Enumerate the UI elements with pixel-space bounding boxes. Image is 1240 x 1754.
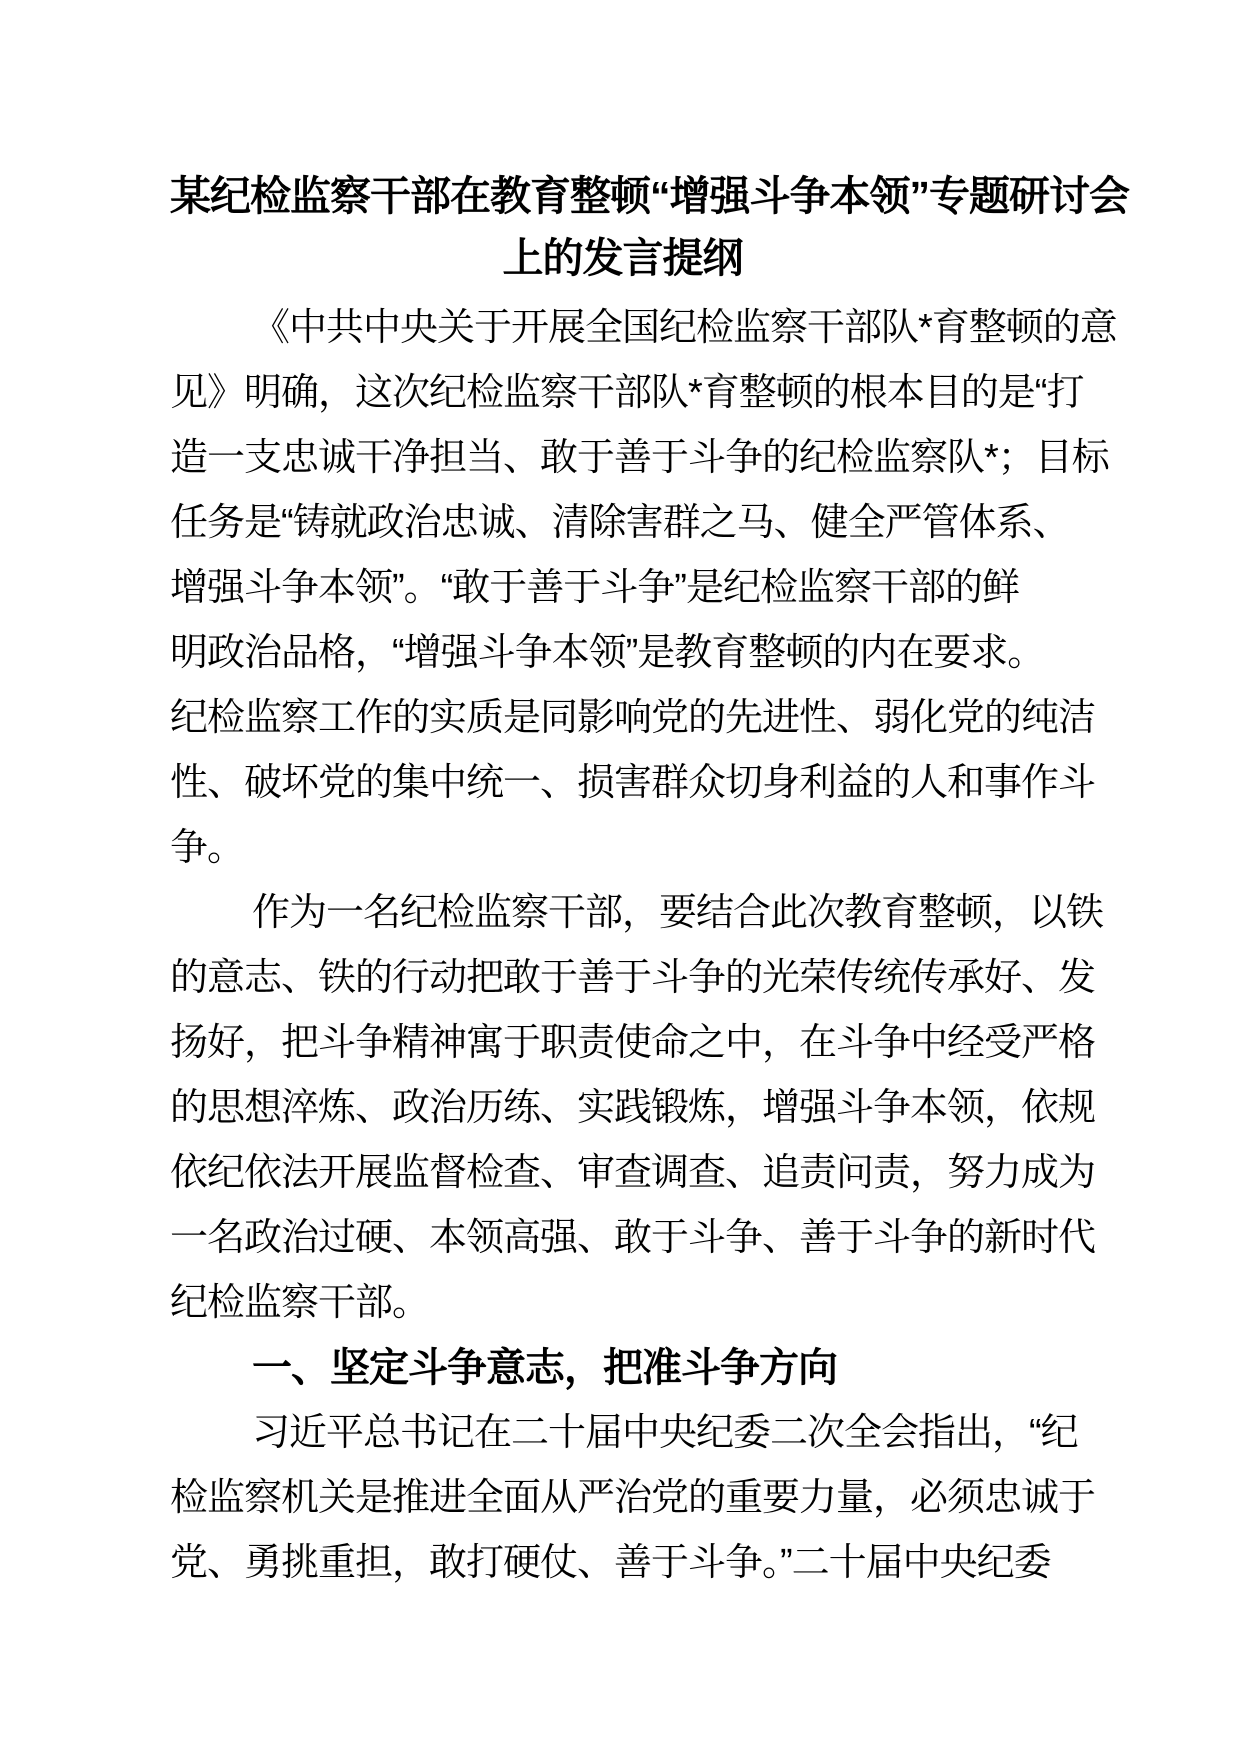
document-body — [170, 296, 1117, 1596]
text-line: 明政治品格，“增强斗争本领”是教育整顿的内在要求。 — [170, 632, 1045, 674]
text-line: 《中共中央关于开展全国纪检监察干部队*育整顿的意 — [252, 307, 1117, 349]
text-line: 扬好，把斗争精神寓于职责使命之中，在斗争中经受严格 — [170, 1022, 1096, 1064]
text-line: 见》明确，这次纪检监察干部队*育整顿的根本目的是“打 — [170, 372, 1084, 414]
paragraph — [170, 296, 1117, 881]
text-line: 检监察机关是推进全面从严治党的重要力量，必须忠诚于 — [170, 1477, 1096, 1519]
text-line: 的思想淬炼、政治历练、实践锻炼，增强斗争本领，依规 — [170, 1087, 1096, 1129]
document-title — [170, 165, 1129, 289]
text-line: 一名政治过硬、本领高强、敢于斗争、善于斗争的新时代 — [170, 1217, 1096, 1259]
paragraph — [170, 1401, 1096, 1596]
title-line: 上的发言提纲 — [502, 235, 743, 281]
text-line: 性、破坏党的集中统一、损害群众切身利益的人和事作斗 — [170, 762, 1096, 804]
text-line: 一、坚定斗争意志，把准斗争方向 — [252, 1346, 837, 1390]
text-line: 依纪依法开展监督检查、审查调查、追责问责，努力成为 — [170, 1152, 1096, 1194]
title-line: 某纪检监察干部在教育整顿“增强斗争本领”专题研讨会 — [170, 173, 1129, 219]
text-line: 造一支忠诚干净担当、敢于善于斗争的纪检监察队*；目标 — [170, 437, 1109, 479]
text-line: 任务是“铸就政治忠诚、清除害群之马、健全严管体系、 — [170, 502, 1070, 544]
text-line: 争。 — [170, 827, 245, 869]
text-line: 作为一名纪检监察干部，要结合此次教育整顿，以铁 — [252, 892, 1104, 934]
text-line: 习近平总书记在二十届中央纪委二次全会指出，“纪 — [252, 1412, 1078, 1454]
section-heading — [170, 1336, 1075, 1401]
text-line: 党、勇挑重担，敢打硬仗、善于斗争。”二十届中央纪委 — [170, 1542, 1051, 1584]
text-line: 的意志、铁的行动把敢于善于斗争的光荣传统传承好、发 — [170, 957, 1096, 999]
text-line: 增强斗争本领”。“敢于善于斗争”是纪检监察干部的鲜 — [170, 567, 1019, 609]
paragraph — [170, 881, 1104, 1336]
text-line: 纪检监察工作的实质是同影响党的先进性、弱化党的纯洁 — [170, 697, 1096, 739]
text-line: 纪检监察干部。 — [170, 1282, 430, 1324]
